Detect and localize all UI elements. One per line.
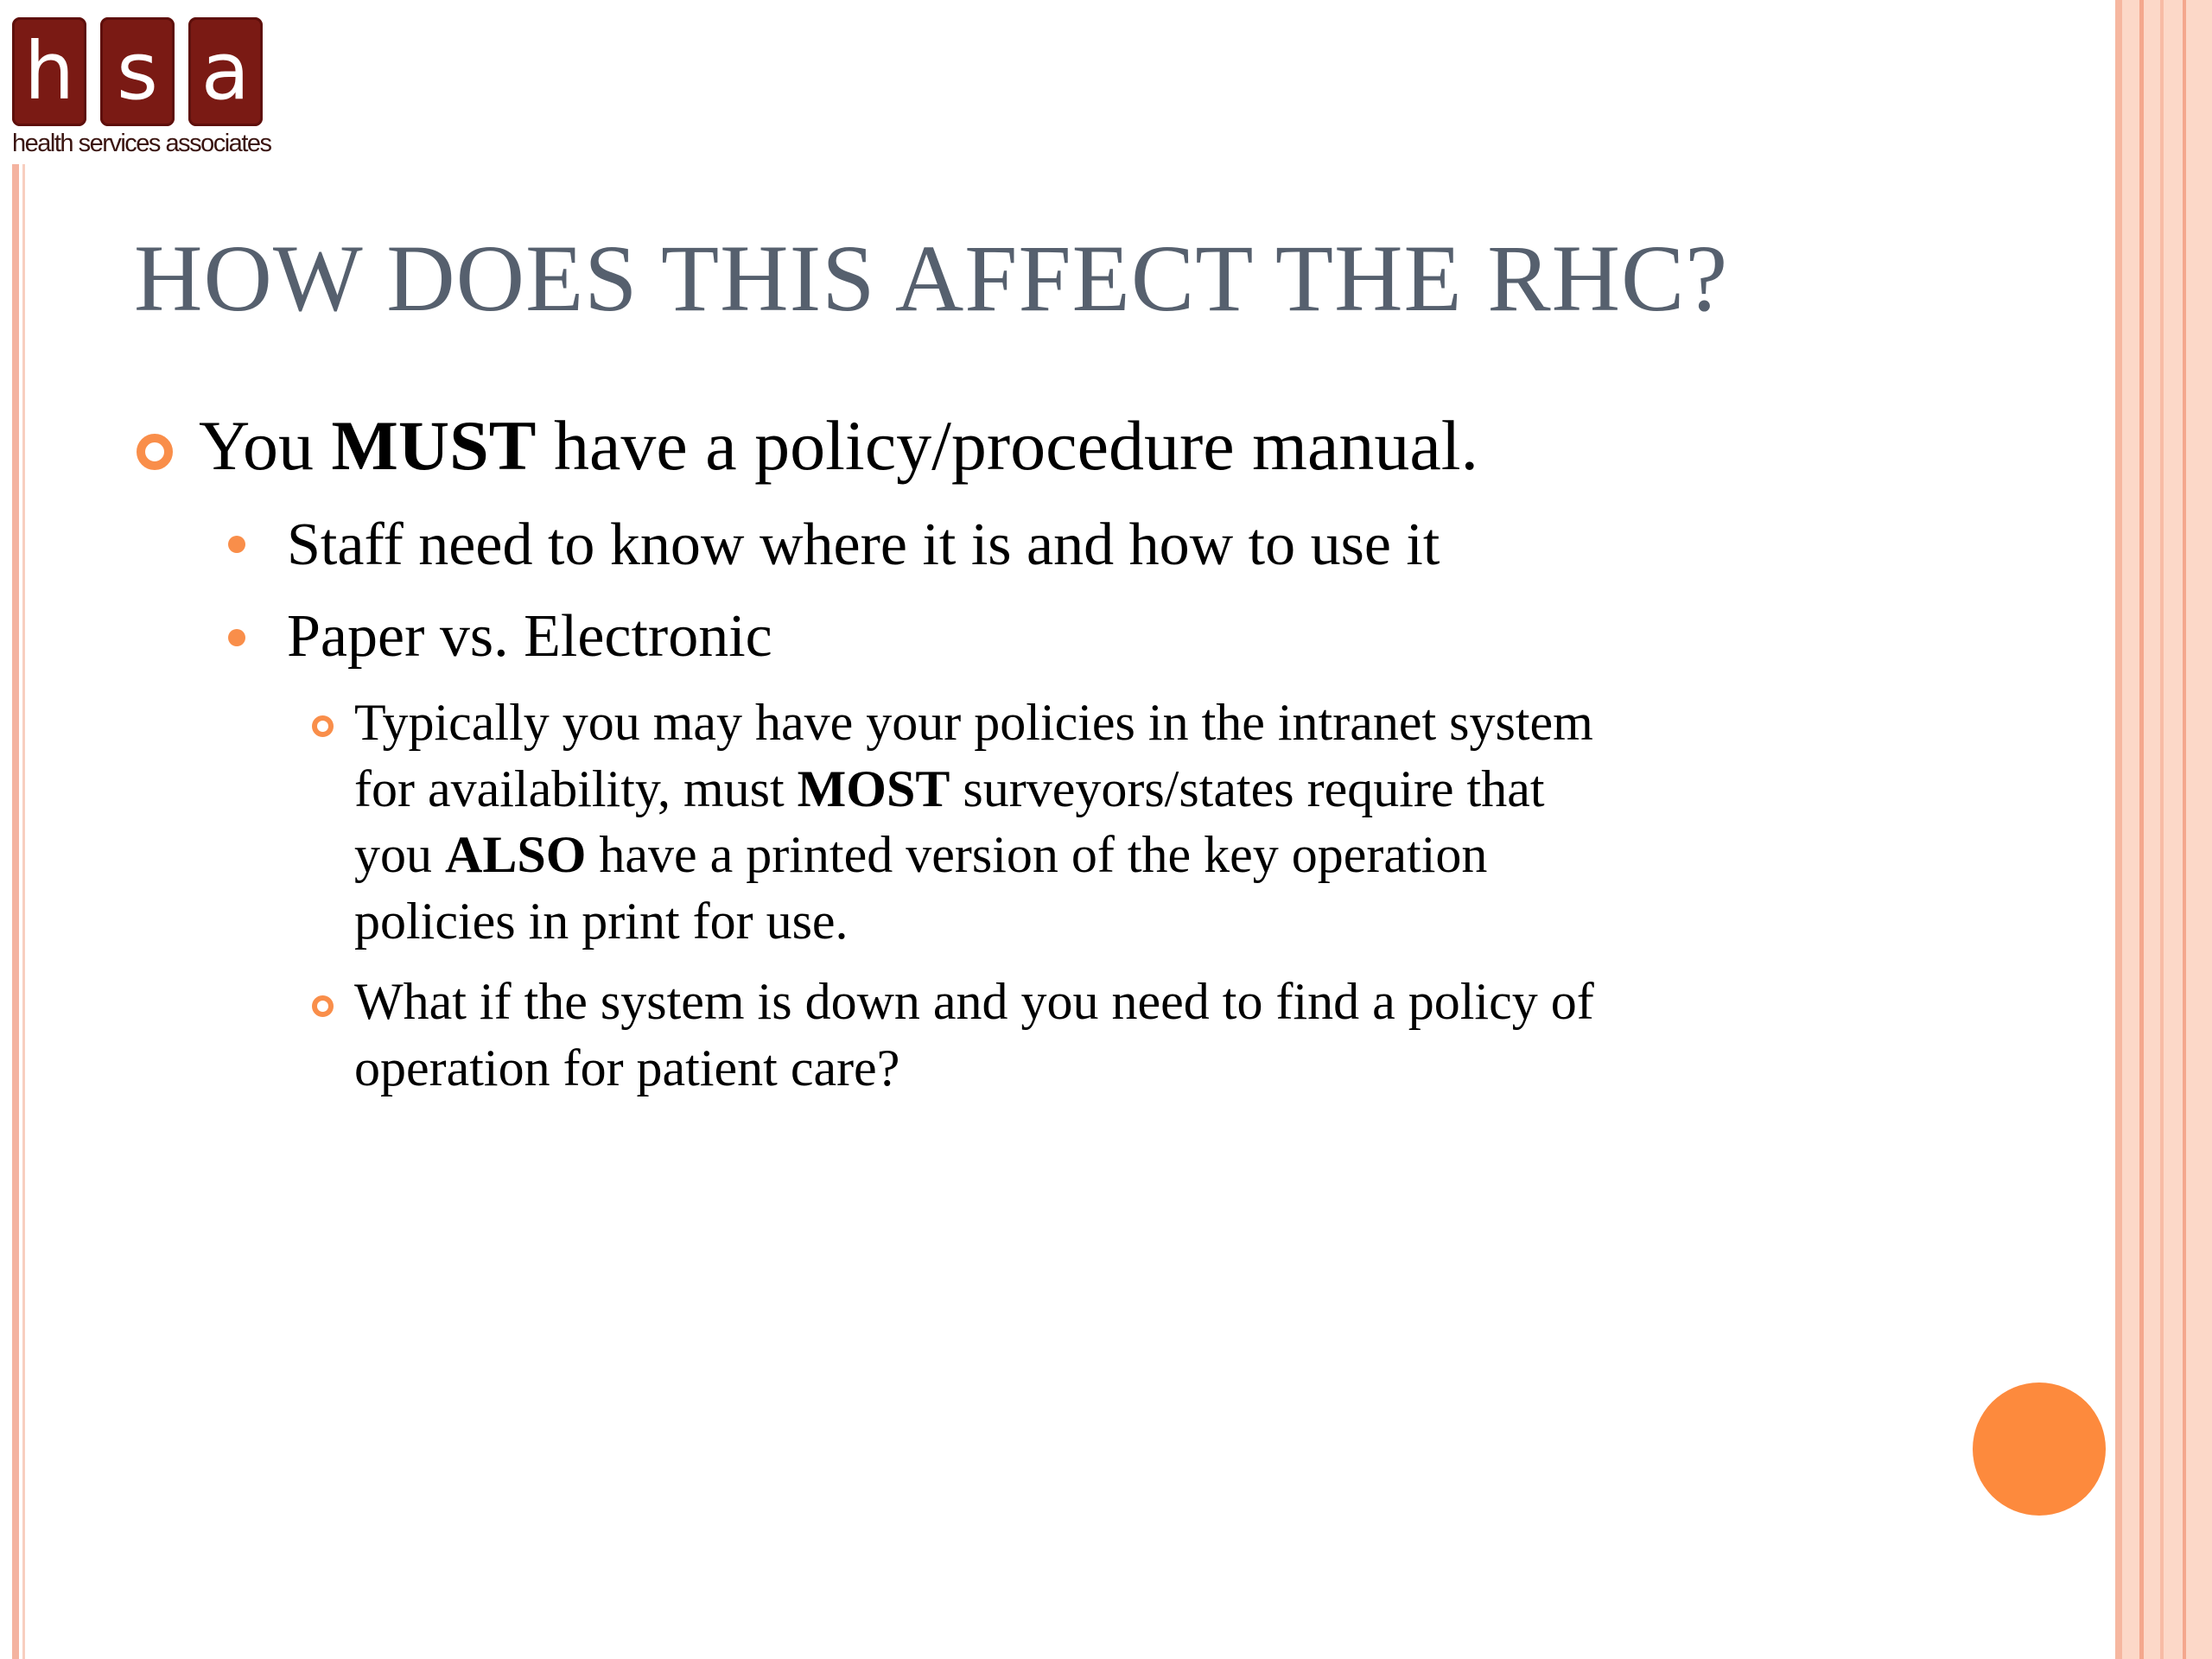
ring-bullet-icon <box>312 995 334 1017</box>
logo-tagline: health services associates <box>12 130 271 157</box>
bullet-text-bold: MUST <box>331 406 537 485</box>
dot-bullet-icon <box>228 536 245 553</box>
bullet-line: Typically you may have your policies in the intranet system <box>354 694 1593 751</box>
bullet-line: policies in print for use. <box>354 892 849 950</box>
logo-tile-h: h <box>12 17 86 126</box>
bullet-line-pre: you <box>354 826 445 883</box>
bullet-line-bold: MOST <box>797 760 950 817</box>
slide-title: HOW DOES THIS AFFECT THE RHC? <box>134 226 1729 331</box>
bullet-line: What if the system is down and you need to find a policy of <box>354 973 1594 1030</box>
bullet-text-post: have a policy/procedure manual. <box>536 406 1479 485</box>
ring-bullet-icon <box>312 715 334 737</box>
bullet-text-pre: You <box>199 406 332 485</box>
logo-tile-s: s <box>100 17 175 126</box>
dot-bullet-icon <box>228 629 245 646</box>
bullet-line-pre: for availability, must <box>354 760 798 817</box>
bullet-line: operation for patient care? <box>354 1039 900 1096</box>
bullet-text: Staff need to know where it is and how to use it <box>287 512 1440 578</box>
ring-bullet-icon <box>137 434 173 470</box>
logo-tile-a: a <box>188 17 263 126</box>
bullet-line-post: have a printed version of the key operation <box>586 826 1488 883</box>
bullet-line-post: surveyors/states require that <box>950 760 1545 817</box>
bullet-line <box>354 822 1593 888</box>
bullet-line-bold: ALSO <box>445 826 587 883</box>
bullet-text <box>199 403 1478 489</box>
bullet-line <box>354 756 1593 823</box>
bullet-text <box>354 969 1594 1101</box>
bullet-text: Paper vs. Electronic <box>287 603 772 670</box>
bullet-text <box>354 690 1593 954</box>
